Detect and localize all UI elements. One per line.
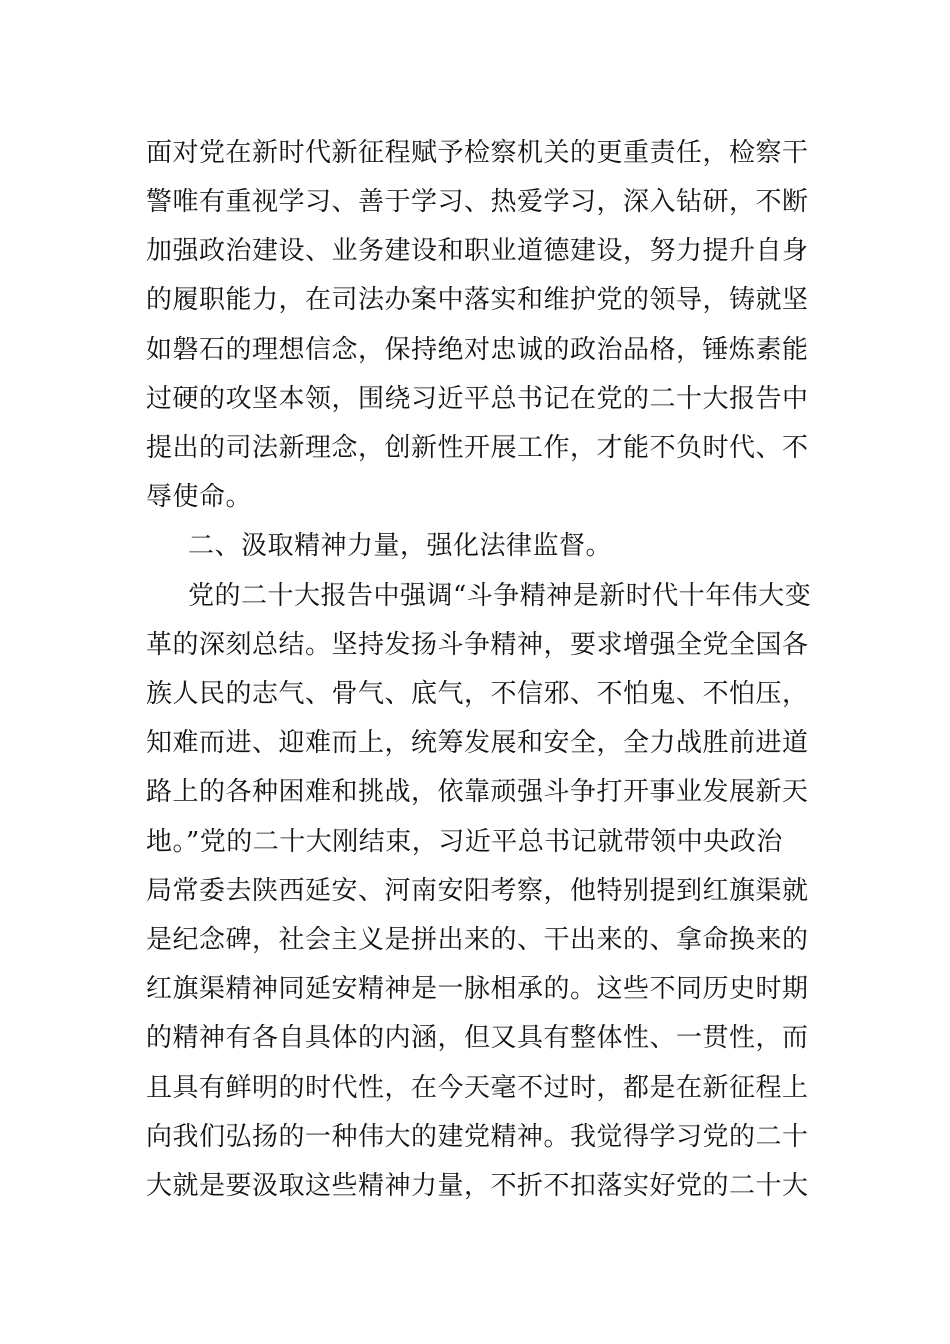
text-line: 向我们弘扬的一种伟大的建党精神。我觉得学习党的二十 — [146, 1122, 809, 1152]
text-line: 红旗渠精神同延安精神是一脉相承的。这些不同历史时期 — [146, 974, 809, 1004]
text-line: 警唯有重视学习、善于学习、热爱学习，深入钻研，不断 — [146, 187, 809, 217]
text-line: 辱使命。 — [146, 482, 253, 512]
text-line: 族人民的志气、骨气、底气，不信邪、不怕鬼、不怕压， — [146, 679, 809, 709]
text-line: 的精神有各自具体的内涵，但又具有整体性、一贯性，而 — [146, 1023, 809, 1053]
text-line: 路上的各种困难和挑战，依靠顽强斗争打开事业发展新天 — [146, 777, 809, 807]
text-line: 地。”党的二十大刚结束，习近平总书记就带领中央政治 — [146, 827, 783, 857]
text-line: 局常委去陕西延安、河南安阳考察，他特别提到红旗渠就 — [146, 876, 809, 906]
text-line: 革的深刻总结。坚持发扬斗争精神，要求增强全党全国各 — [146, 630, 809, 660]
text-line: 是纪念碑，社会主义是拼出来的、干出来的、拿命换来的 — [146, 925, 809, 955]
text-line: 的履职能力，在司法办案中落实和维护党的领导，铸就坚 — [146, 285, 809, 315]
text-line: 过硬的攻坚本领，围绕习近平总书记在党的二十大报告中 — [146, 384, 809, 414]
text-line: 知难而进、迎难而上，统筹发展和安全，全力战胜前进道 — [146, 728, 809, 758]
text-line: 面对党在新时代新征程赋予检察机关的更重责任，检察干 — [146, 138, 809, 168]
text-line: 加强政治建设、业务建设和职业道德建设，努力提升自身 — [146, 236, 809, 266]
section-heading: 二、汲取精神力量，强化法律监督。 — [188, 531, 613, 561]
text-line: 大就是要汲取这些精神力量，不折不扣落实好党的二十大 — [146, 1171, 809, 1201]
text-line: 且具有鲜明的时代性，在今天毫不过时，都是在新征程上 — [146, 1073, 809, 1103]
text-line: 党的二十大报告中强调“斗争精神是新时代十年伟大变 — [188, 581, 812, 611]
text-line: 如磐石的理想信念，保持绝对忠诚的政治品格，锤炼素能 — [146, 335, 809, 365]
text-line: 提出的司法新理念，创新性开展工作，才能不负时代、不 — [146, 433, 809, 463]
